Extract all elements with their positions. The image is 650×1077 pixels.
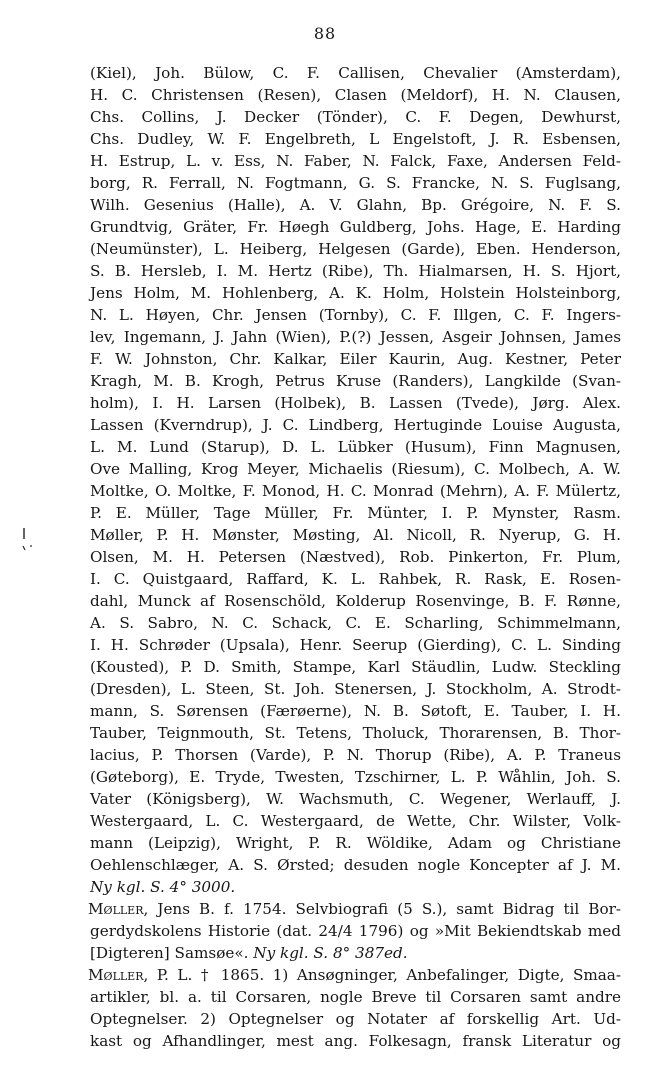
text-line: Moltke, O. Moltke, F. Monod, H. C. Monrad (Mehrn), A. F. Mülertz, <box>90 482 621 500</box>
text-line: lacius, P. Thorsen (Varde), P. N. Thorup (Ribe), A. P. Traneus <box>90 746 621 764</box>
text-line: Westergaard, L. C. Westergaard, de Wette, Chr. Wilster, Volk- <box>90 812 621 830</box>
text-line: F. W. Johnston, Chr. Kalkar, Eiler Kaurin, Aug. Kestner, Peter <box>90 350 621 368</box>
text-line: N. L. Høyen, Chr. Jensen (Tornby), C. F. Illgen, C. F. Ingers- <box>90 306 621 324</box>
text-line: Tauber, Teignmouth, St. Tetens, Tholuck, Thorarensen, B. Thor- <box>90 724 621 742</box>
text-line: Wilh. Gesenius (Halle), A. V. Glahn, Bp. Grégoire, N. F. S. <box>90 196 621 214</box>
text-line: I. C. Quistgaard, Raffard, K. L. Rahbek, R. Rask, E. Rosen- <box>90 570 621 588</box>
text-line: Chs. Collins, J. Decker (Tönder), C. F. Degen, Dewhurst, <box>90 108 621 126</box>
text-line: Vater (Königsberg), W. Wachsmuth, C. Wegener, Werlauff, J. <box>90 790 621 808</box>
text-line: Grundtvig, Gräter, Fr. Høegh Guldberg, Johs. Hage, E. Harding <box>90 218 621 236</box>
text-line: P. E. Müller, Tage Müller, Fr. Münter, I. P. Mynster, Rasm. <box>90 504 621 522</box>
text-line: lev, Ingemann, J. Jahn (Wien), P.(?) Jessen, Asgeir Johnsen, James <box>90 328 621 346</box>
entry-text: , P. L. † 1865. 1) Ansøgninger, Anbefalinger, Digte, Smaa- <box>143 966 621 984</box>
text-line: Chs. Dudley, W. F. Engelbreth, L Engelstoft, J. R. Esbensen, <box>90 130 621 148</box>
shelfmark <box>90 877 621 898</box>
entry-name: Møller <box>88 966 144 984</box>
text-line: kast og Afhandlinger, mest ang. Folkesagn, fransk Literatur og <box>90 1032 621 1050</box>
text-line: Ove Malling, Krog Meyer, Michaelis (Riesum), C. Molbech, A. W. <box>90 460 621 478</box>
shelfmark-text: Ny kgl. S. 4° 3000. <box>90 878 236 896</box>
text-line: (Neumünster), L. Heiberg, Helgesen (Garde), Eben. Henderson, <box>90 240 621 258</box>
entry-last-line <box>90 943 621 964</box>
text-line: holm), I. H. Larsen (Holbek), B. Lassen (Tvede), Jørg. Alex. <box>90 394 621 412</box>
entry-text: [Digteren] Samsøe«. <box>90 944 249 962</box>
text-line: S. B. Hersleb, I. M. Hertz (Ribe), Th. Hialmarsen, H. S. Hjort, <box>90 262 621 280</box>
text-line: A. S. Sabro, N. C. Schack, C. E. Scharling, Schimmelmann, <box>90 614 621 632</box>
text-line: (Gøteborg), E. Tryde, Twesten, Tzschirner, L. P. Wåhlin, Joh. S. <box>90 768 621 786</box>
entry-text: , Jens B. f. 1754. Selvbiografi (5 S.), samt Bidrag til Bor- <box>143 900 621 918</box>
text-line: mann, S. Sørensen (Færøerne), N. B. Søtoft, E. Tauber, I. H. <box>90 702 621 720</box>
page-number: 88 <box>313 24 337 43</box>
text-line: L. M. Lund (Starup), D. L. Lübker (Husum), Finn Magnusen, <box>90 438 621 456</box>
text-line: Olsen, M. H. Petersen (Næstved), Rob. Pinkerton, Fr. Plum, <box>90 548 621 566</box>
text-line: Kragh, M. B. Krogh, Petrus Kruse (Randers), Langkilde (Svan- <box>90 372 621 390</box>
text-line: Optegnelser. 2) Optegnelser og Notater af forskellig Art. Ud- <box>90 1010 621 1028</box>
entry-first-line <box>88 899 621 920</box>
entry-first-line <box>88 965 621 986</box>
text-line: artikler, bl. a. til Corsaren, nogle Breve til Corsaren samt andre <box>90 988 621 1006</box>
text-line: borg, R. Ferrall, N. Fogtmann, G. S. Francke, N. S. Fuglsang, <box>90 174 621 192</box>
text-line: H. C. Christensen (Resen), Clasen (Meldorf), H. N. Clausen, <box>90 86 621 104</box>
text-line: Møller, P. H. Mønster, Møsting, Al. Nicoll, R. Nyerup, G. H. <box>90 526 621 544</box>
text-line: (Kousted), P. D. Smith, Stampe, Karl Stäudlin, Ludw. Steckling <box>90 658 621 676</box>
margin-pencil-mark-icon <box>20 527 34 553</box>
text-line: (Kiel), Joh. Bülow, C. F. Callisen, Chevalier (Amsterdam), <box>90 64 621 82</box>
text-line: dahl, Munck af Rosenschöld, Kolderup Rosenvinge, B. F. Rønne, <box>90 592 621 610</box>
text-line: gerdydskolens Historie (dat. 24/4 1796) og »Mit Bekiendtskab med <box>90 922 621 940</box>
shelfmark-text: Ny kgl. S. 8° 387ed. <box>253 944 408 962</box>
text-line: H. Estrup, L. v. Ess, N. Faber, N. Falck, Faxe, Andersen Feld- <box>90 152 621 170</box>
text-line: Jens Holm, M. Hohlenberg, A. K. Holm, Holstein Holsteinborg, <box>90 284 621 302</box>
text-line: (Dresden), L. Steen, St. Joh. Stenersen, J. Stockholm, A. Strodt- <box>90 680 621 698</box>
text-line: Lassen (Kverndrup), J. C. Lindberg, Hertuginde Louise Augusta, <box>90 416 621 434</box>
text-line: mann (Leipzig), Wright, P. R. Wöldike, Adam og Christiane <box>90 834 621 852</box>
text-line: I. H. Schrøder (Upsala), Henr. Seerup (Gierding), C. L. Sinding <box>90 636 621 654</box>
entry-name: Møller <box>88 900 144 918</box>
text-line: Oehlenschlæger, A. S. Ørsted; desuden nogle Koncepter af J. M. <box>90 856 621 874</box>
